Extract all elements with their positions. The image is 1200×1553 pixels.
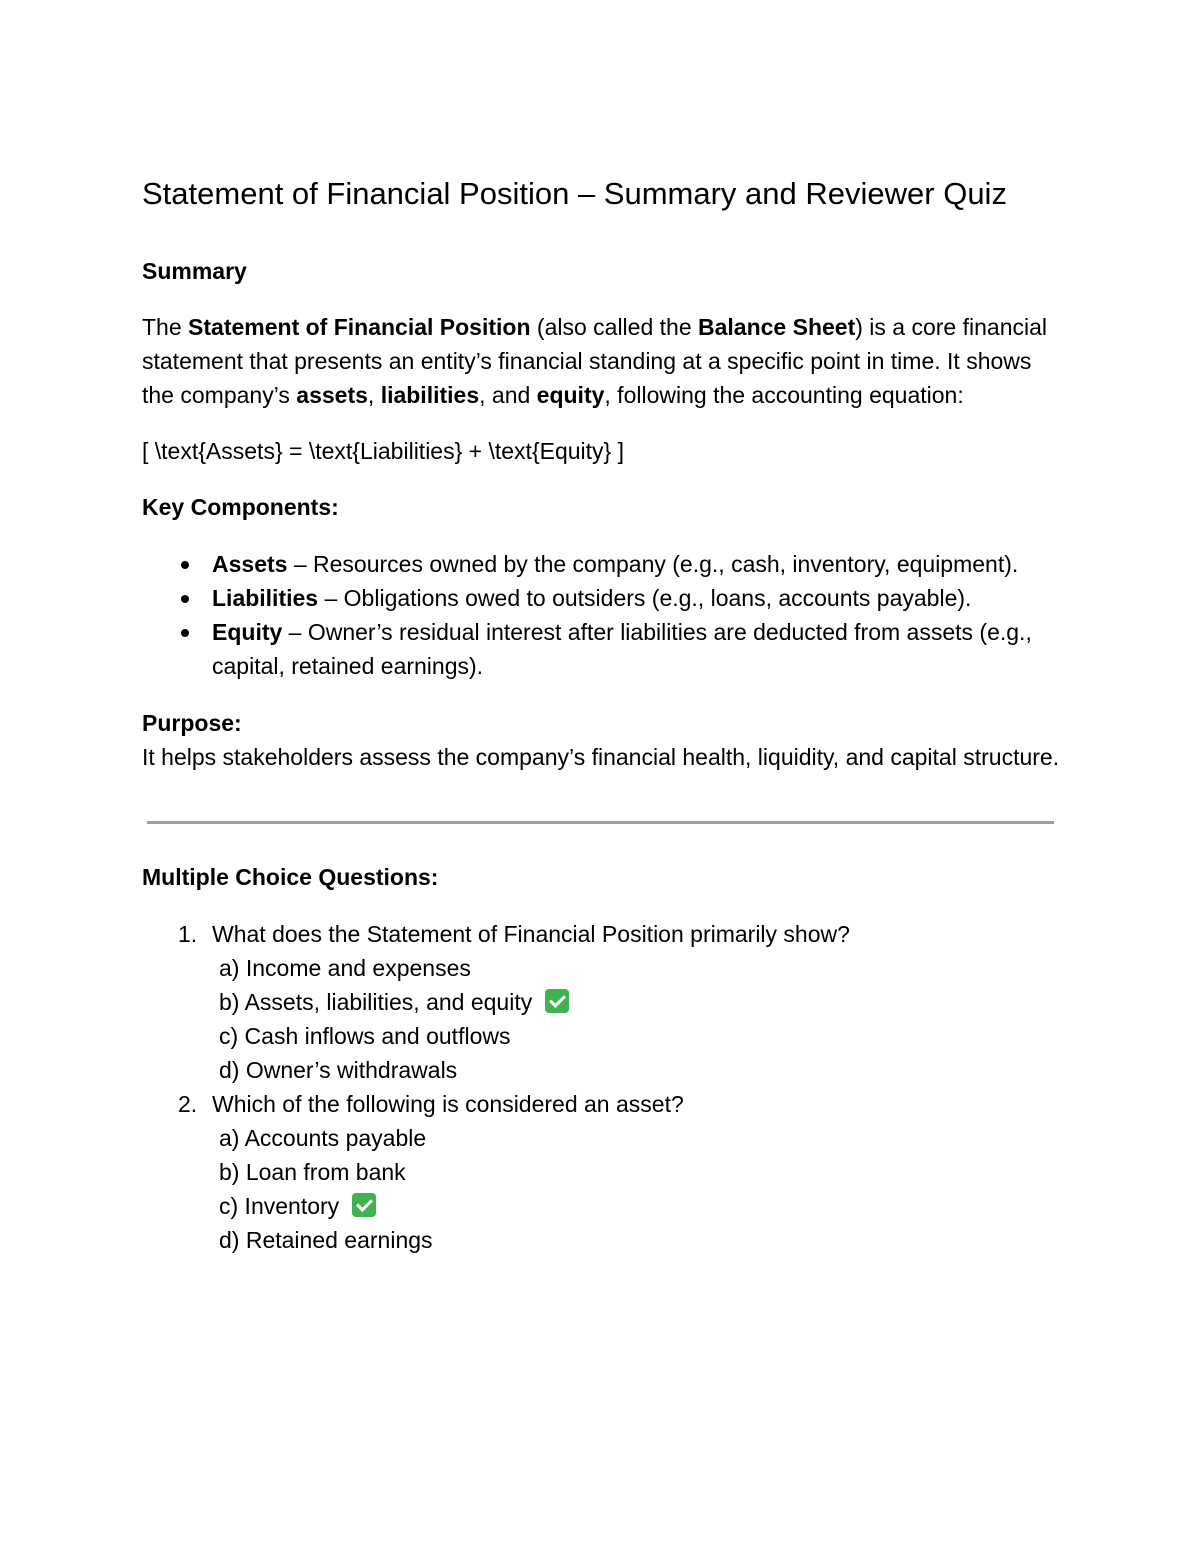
option-item [219,1053,1062,1087]
option-item [219,1189,1062,1223]
summary-bold-term: Balance Sheet [698,314,856,340]
summary-bold-term: liabilities [380,382,480,408]
bullet-icon [181,595,189,603]
option-text: b) Assets, liabilities, and equity [219,989,533,1015]
option-item [219,1223,1062,1257]
component-description: – Obligations owed to outsiders (e.g., loans, accounts payable). [318,585,972,611]
summary-text: , following the accounting equation: [604,382,964,408]
component-term: Liabilities [212,585,319,611]
questions-list [142,917,1062,1257]
summary-bold-term: Statement of Financial Position [188,314,531,340]
component-description: – Owner’s residual interest after liabilities are deducted from assets (e.g., capital, retained earnings). [212,619,1032,679]
options-list [212,1121,1062,1257]
question-text: Which of the following is considered an asset? [212,1091,684,1117]
horizontal-divider [147,821,1054,824]
option-item [219,1019,1062,1053]
check-mark-icon [545,989,569,1013]
summary-bold-term: assets [296,382,368,408]
purpose-heading: Purpose: [142,710,242,736]
key-components-heading: Key Components: [142,494,339,520]
option-item [219,1121,1062,1155]
bullet-icon [181,629,189,637]
summary-heading: Summary [142,258,247,284]
option-text: a) Accounts payable [219,1125,427,1151]
document-title: Statement of Financial Position – Summary and Reviewer Quiz [142,176,1007,211]
option-item [219,985,1062,1019]
options-list [212,951,1062,1087]
accounting-equation: [ \text{Assets} = \text{Liabilities} + \text{Equity} ] [142,438,625,464]
summary-text: The [142,314,189,340]
summary-text: , and [479,382,537,408]
mcq-heading: Multiple Choice Questions: [142,864,439,890]
purpose-text: It helps stakeholders assess the company’s financial health, liquidity, and capital structure. [142,744,1060,770]
option-text: d) Retained earnings [219,1227,433,1253]
option-item [219,1155,1062,1189]
option-text: d) Owner’s withdrawals [219,1057,458,1083]
summary-text: ) is a core financial statement that presents an entity’s financial standing at a specific point in time. It shows the company’s [142,314,1047,408]
option-text: b) Loan from bank [219,1159,406,1185]
option-text: a) Income and expenses [219,955,471,981]
question-number: 1. [178,921,198,947]
component-term: Assets [212,551,288,577]
summary-bold-term: equity [536,382,605,408]
option-text: c) Cash inflows and outflows [219,1023,511,1049]
question-number: 2. [178,1091,198,1117]
component-term: Equity [212,619,283,645]
question-item [142,917,1062,1087]
components-list [142,547,1062,683]
summary-text: (also called the [530,314,698,340]
option-item [219,951,1062,985]
question-text: What does the Statement of Financial Position primarily show? [212,921,850,947]
summary-paragraph [142,310,1062,412]
question-item [142,1087,1062,1257]
list-item [142,547,1062,581]
component-description: – Resources owned by the company (e.g., cash, inventory, equipment). [287,551,1019,577]
list-item [142,581,1062,615]
bullet-icon [181,561,189,569]
list-item [142,615,1062,683]
check-mark-icon [352,1193,376,1217]
document-page [142,172,1062,1257]
summary-text: , [367,382,381,408]
option-text: c) Inventory [219,1193,340,1219]
